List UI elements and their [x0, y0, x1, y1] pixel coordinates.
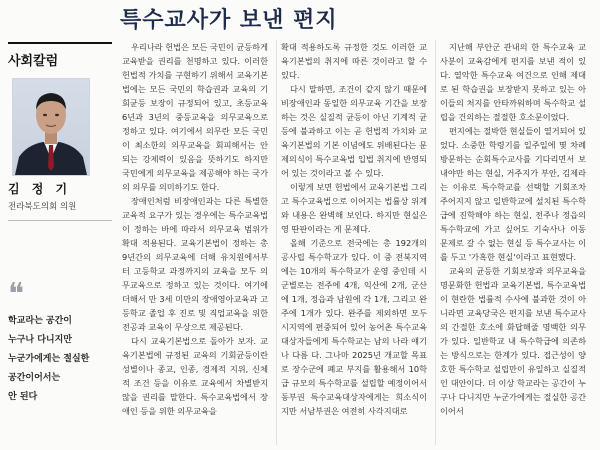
article-paragraph: 장애인처럼 비장애인과는 다른 특별한 교육적 요구가 있는 경우에는 특수교육법이 정하는 바에 따라서 의무교육 범위가 확대 적용된다. 교육기본법이 정하는 총 9년간의 의무교육에 더해 유치원에서부터 고등학교 과정까지의 교육을 모두 의무교육으로 정하고 있는 것이다. 여기에 더해서 만 3세 미만의 장애영아교육과 고등학교 졸업 후 진로 및 직업교육을 위한 전공과 교육이 무상으로 제공된다.: [122, 196, 268, 332]
article-paragraph: 다시 말하면, 조건이 같지 않기 때문에 비장애인과 동일한 의무교육 기간을 보장하는 것은 실질적 균등이 아닌 기계적 균등에 불과하고 이는 곧 헌법적 가치와 교육기본법의 기본 이념에도 위배된다는 문제의식이 특수교육법 입법 취지에 반영되어 있는 것이라고 볼 수 있다.: [281, 84, 427, 178]
column-divider: [276, 40, 277, 445]
pull-quote-line: 누군가에게는 절실한: [8, 354, 90, 364]
article-paragraph: 다시 교육기본법으로 돌아가 보자. 교육기본법에 규정된 교육의 기회균등이란 성별이나 종교, 인종, 경제적 지위, 신체적 조건 등을 이유로 교육에서 차별받지 않을 권리를 말한다. 특수교육법에서 장애인 등을 위한 의무교육을: [122, 336, 268, 416]
divider: [8, 220, 112, 221]
article-paragraph: 편지에는 절박한 현실들이 열거되어 있었다. 소중한 학령기를 일주일에 몇 차례 방문하는 순회특수교사를 기다리면서 보내야만 하는 현실, 거주지가 부안, 김제라는 이유로 특수학교를 선택할 기회조차 주어지지 않고 일반학교에 설치된 특수학급에 진학해야 하는 현실, 전주나 정읍의 특수학교에 가고 싶어도 기숙사나 이동 문제로 갈 수 없는 현실 등 특수교사는 이를 두고 '가혹한 현실'이라고 표현했다.: [440, 126, 586, 262]
quote-mark-icon: ❝: [8, 277, 25, 312]
pull-quote-line: 학교라는 공간이: [8, 316, 72, 326]
article-paragraph: 이렇게 보면 헌법에서 교육기본법 그리고 특수교육법으로 이어지는 법률상 위계와 내용은 완벽해 보인다. 하지만 현실은 영 딴판이라는 게 문제다.: [281, 182, 427, 234]
article-column-2: [281, 40, 427, 450]
section-label: 사회칼럼: [8, 54, 59, 69]
article-paragraph: 지난해 부안군 관내의 한 특수교육 교사분이 교육감에게 편지를 보낸 적이 있다. 열악한 특수교육 여건으로 인해 제대로 된 학습권을 보장받지 못하고 있는 아이들의 처지를 안타까워하며 특수학교 설립을 건의하는 절절한 호소문이었다.: [440, 42, 586, 122]
article-paragraph: 올해 기준으로 전국에는 총 192개의 공사립 특수학교가 있다. 이 중 전북지역에는 10개의 특수학교가 운영 중인데 시군별로는 전주에 4개, 익산에 2개, 군산에 1개, 정읍과 남원에 각 1개, 그리고 완주에 1개가 있다. 완주를 제외하면 모두 시지역에 편중되어 있어 농어촌 특수교육대상자들에게 특수학교는 남의 나라 얘기나 다름 다. 그나마 2025년 개교할 목표로 장수군에 폐교 부지를 활용해서 10학급 규모의 특수학교를 설립할 예정이어서 동부권 특수교육대상자에게는 희소식이지만 서남부권은 여전히 사각지대로: [281, 238, 427, 416]
pull-quote-line: 안 된다: [8, 392, 38, 402]
author-name: 김 정 기: [8, 182, 72, 196]
column-divider: [435, 40, 436, 445]
article-paragraph: 우리나라 헌법은 모든 국민이 균등하게 교육받을 권리를 천명하고 있다. 이러한 헌법적 가치를 구현하기 위해서 교육기본법에는 모든 국민의 학습권과 교육의 기회균등 보장이 규정되어 있고, 초등교육 6년과 3년의 중등교육을 의무교육으로 정하고 있다. 여기에서 의무란 모든 국민이 최소한의 의무교육을 회피해서는 안 되는 강제력이 있음을 뜻하기도 하지만 국민에게 의무교육을 제공해야 하는 국가의 의무를 의미하기도 한다.: [122, 42, 268, 192]
pull-quote: [8, 312, 114, 407]
column-sidebar: [8, 40, 112, 445]
article-paragraph: 확대 적용하도록 규정한 것도 이러한 교육기본법의 취지에 따른 것이라고 할 수 있다.: [281, 42, 427, 80]
article-column-1: [122, 40, 268, 450]
pull-quote-line: 공간이어서는: [8, 373, 61, 383]
headline: 특수교사가 보낸 편지: [120, 7, 338, 33]
pull-quote-line: 누구나 다니지만: [8, 335, 72, 345]
article-paragraph: 교육의 균등한 기회보장과 의무교육을 명문화한 헌법과 교육기본법, 특수교육법이 현란한 법률적 수사에 불과한 것이 아니라면 교육당국은 편지를 보낸 특수교사의 간절한 호소에 화답해줄 명백한 의무가 있다. 일반학교 내 특수학급에 의존하는 방식으로는 한계가 있다. 접근성이 양호한 특수학교 설립만이 유일하고 실질적인 대안이다. 더 이상 학교라는 공간이 누구나 다니지만 누군가에게는 절실한 공간이어서: [440, 266, 586, 416]
author-photo: [12, 78, 90, 176]
article-column-3: [440, 40, 586, 450]
author-title: 전라북도의회 의원: [8, 202, 77, 212]
divider: [8, 42, 112, 44]
portrait-photo-icon: [13, 79, 89, 175]
